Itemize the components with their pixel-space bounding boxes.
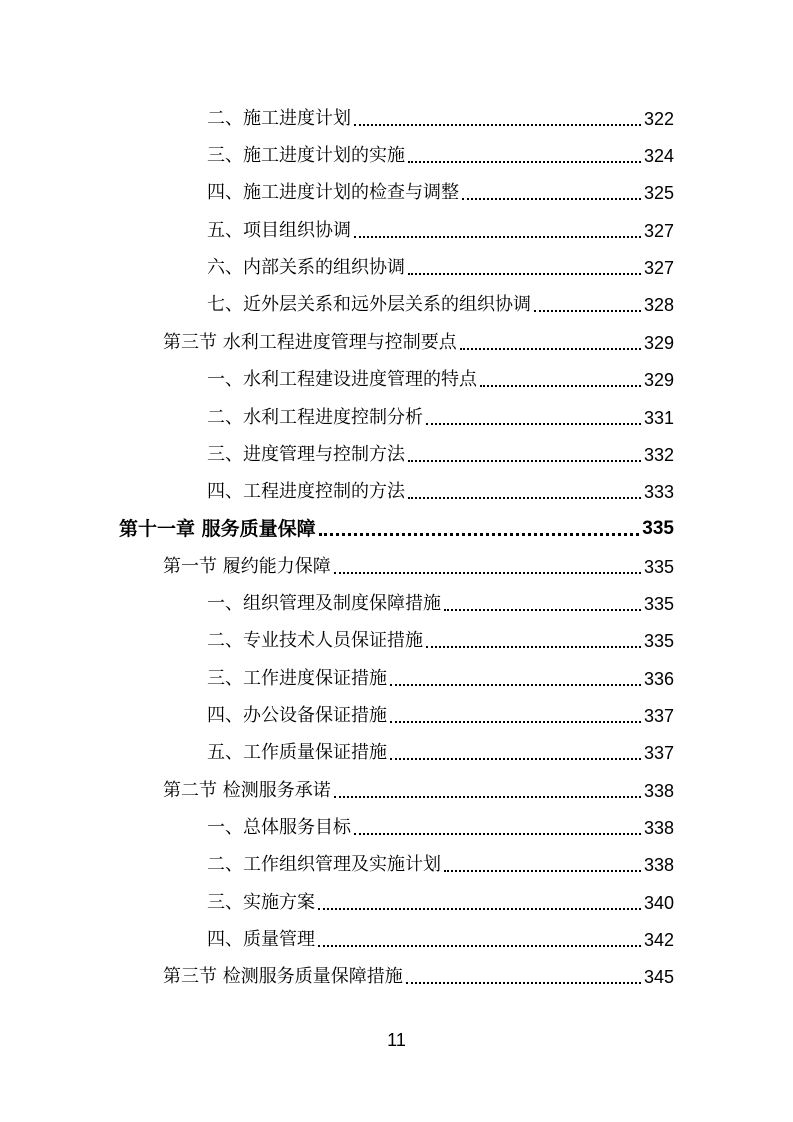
page-number: 11 xyxy=(387,1030,406,1050)
toc-entry-page: 328 xyxy=(643,295,674,315)
dot-leader xyxy=(406,982,641,984)
toc-entry xyxy=(207,890,674,916)
dot-leader xyxy=(390,758,641,760)
toc-entry-page: 329 xyxy=(643,333,674,353)
dot-leader xyxy=(480,385,641,387)
toc-entry-label: 第三节 检测服务质量保障措施 xyxy=(163,966,403,987)
toc-entry-label: 一、组织管理及制度保障措施 xyxy=(207,593,441,614)
toc-entry-label: 二、施工进度计划 xyxy=(207,108,351,129)
toc-entry xyxy=(207,405,674,431)
toc-entry-page: 333 xyxy=(643,482,674,502)
toc-section xyxy=(163,330,674,356)
toc-entry-page: 325 xyxy=(643,183,674,203)
toc-entry xyxy=(207,255,674,281)
toc-entry-label: 三、实施方案 xyxy=(207,892,315,913)
toc-entry-page: 338 xyxy=(643,855,674,875)
toc-entry-label: 一、总体服务目标 xyxy=(207,817,351,838)
dot-leader xyxy=(426,646,641,648)
toc-entry-label: 四、施工进度计划的检查与调整 xyxy=(207,182,459,203)
dot-leader xyxy=(444,870,641,872)
toc-entry-page: 322 xyxy=(643,109,674,129)
dot-leader xyxy=(460,348,641,350)
toc-entry-label: 四、办公设备保证措施 xyxy=(207,705,387,726)
toc-entry-page: 324 xyxy=(643,146,674,166)
toc-entry-label: 三、进度管理与控制方法 xyxy=(207,444,405,465)
dot-leader xyxy=(408,161,641,163)
toc-section xyxy=(163,554,674,580)
toc-chapter xyxy=(119,516,674,542)
toc-entry-page: 327 xyxy=(643,221,674,241)
toc-entry xyxy=(207,180,674,206)
toc-entry xyxy=(207,815,674,841)
toc-entry-page: 338 xyxy=(643,781,674,801)
toc-entry-page: 345 xyxy=(643,967,674,987)
dot-leader xyxy=(354,124,641,126)
dot-leader xyxy=(444,609,641,611)
toc-entry-page: 329 xyxy=(643,370,674,390)
dot-leader xyxy=(426,423,641,425)
toc-entry-page: 337 xyxy=(643,743,674,763)
dot-leader xyxy=(534,310,641,312)
toc-entry-label: 第十一章 服务质量保障 xyxy=(119,518,316,540)
dot-leader xyxy=(319,533,640,536)
toc-entry-page: 338 xyxy=(643,818,674,838)
toc-entry xyxy=(207,479,674,505)
toc-entry-label: 五、工作质量保证措施 xyxy=(207,742,387,763)
toc-entry-label: 七、近外层关系和远外层关系的组织协调 xyxy=(207,294,531,315)
toc-entry-label: 二、水利工程进度控制分析 xyxy=(207,407,423,428)
dot-leader xyxy=(408,460,641,462)
toc-entry-page: 332 xyxy=(643,445,674,465)
toc-entry-page: 335 xyxy=(643,557,674,577)
dot-leader xyxy=(354,833,641,835)
toc-entry xyxy=(207,143,674,169)
toc-entry xyxy=(207,666,674,692)
toc-entry-label: 第三节 水利工程进度管理与控制要点 xyxy=(163,332,457,353)
toc-entry-label: 四、工程进度控制的方法 xyxy=(207,481,405,502)
toc-entry-page: 335 xyxy=(643,631,674,651)
toc-entry-page: 337 xyxy=(643,706,674,726)
toc-entry-page: 335 xyxy=(643,594,674,614)
toc-entry-label: 三、施工进度计划的实施 xyxy=(207,145,405,166)
toc-entry-label: 六、内部关系的组织协调 xyxy=(207,257,405,278)
toc-entry-label: 五、项目组织协调 xyxy=(207,220,351,241)
toc-section xyxy=(163,778,674,804)
dot-leader xyxy=(390,684,641,686)
dot-leader xyxy=(408,273,641,275)
toc-entry-page: 340 xyxy=(643,893,674,913)
toc-entry xyxy=(207,367,674,393)
toc-entry-page: 342 xyxy=(643,930,674,950)
toc-entry-page: 327 xyxy=(643,258,674,278)
toc-entry-label: 一、水利工程建设进度管理的特点 xyxy=(207,369,477,390)
toc-entry-page: 335 xyxy=(642,518,674,539)
dot-leader xyxy=(408,497,641,499)
toc-entry xyxy=(207,703,674,729)
toc-entry-label: 四、质量管理 xyxy=(207,929,315,950)
toc-entry-page: 331 xyxy=(643,408,674,428)
dot-leader xyxy=(390,721,641,723)
toc-entry-page: 336 xyxy=(643,669,674,689)
toc-entry-label: 第二节 检测服务承诺 xyxy=(163,780,331,801)
toc-entry xyxy=(207,106,674,132)
toc-entry xyxy=(207,292,674,318)
toc-entry-label: 三、工作进度保证措施 xyxy=(207,668,387,689)
dot-leader xyxy=(318,945,641,947)
toc-entry-label: 二、工作组织管理及实施计划 xyxy=(207,854,441,875)
dot-leader xyxy=(334,796,641,798)
dot-leader xyxy=(354,236,641,238)
toc-entry xyxy=(207,591,674,617)
toc-entry xyxy=(207,218,674,244)
toc-entry xyxy=(207,628,674,654)
toc-entry xyxy=(207,852,674,878)
toc-entry xyxy=(207,740,674,766)
toc-entry xyxy=(207,927,674,953)
dot-leader xyxy=(334,572,641,574)
dot-leader xyxy=(318,908,641,910)
toc-entry-label: 第一节 履约能力保障 xyxy=(163,556,331,577)
toc-section xyxy=(163,964,674,990)
toc-entry-label: 二、专业技术人员保证措施 xyxy=(207,630,423,651)
toc-entry xyxy=(207,442,674,468)
dot-leader xyxy=(462,198,641,200)
